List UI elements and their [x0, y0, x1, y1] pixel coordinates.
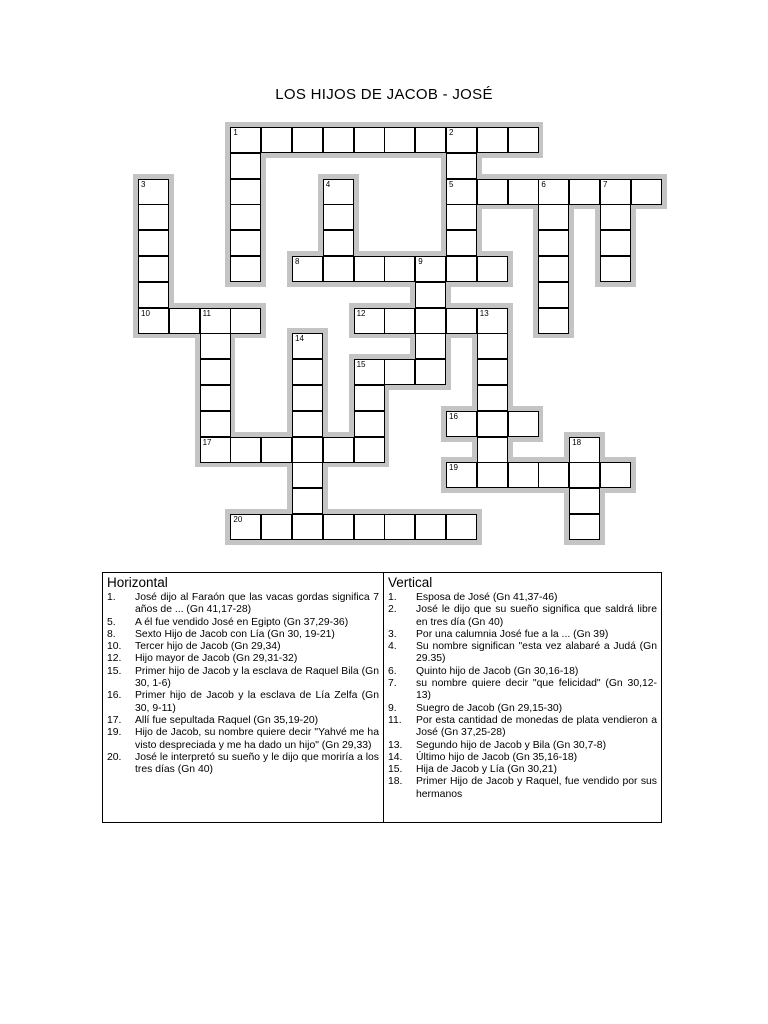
- crossword-cell[interactable]: [261, 437, 292, 463]
- clue-text: Primer hijo de Jacob y la esclava de Raquel Bila (Gn 30, 1-6): [135, 665, 379, 690]
- crossword-cell[interactable]: [446, 153, 477, 179]
- cell-number: 13: [479, 308, 489, 318]
- crossword-cell[interactable]: [323, 514, 354, 540]
- cell-number: 5: [449, 179, 454, 189]
- crossword-cell[interactable]: [292, 488, 323, 514]
- crossword-cell[interactable]: [323, 230, 354, 256]
- clue-text: Segundo hijo de Jacob y Bila (Gn 30,7-8): [416, 739, 607, 751]
- crossword-cell[interactable]: [446, 308, 477, 334]
- clue-number: 2.: [388, 604, 397, 616]
- clue-number: 12.: [107, 653, 122, 665]
- vertical-heading: Vertical: [388, 575, 433, 590]
- clue-row: [388, 678, 657, 703]
- vertical-clue-list: [388, 592, 657, 801]
- clue-row: [107, 617, 379, 629]
- clue-text: Hijo mayor de Jacob (Gn 29,31-32): [135, 653, 298, 665]
- cell-number: 20: [233, 515, 243, 524]
- clue-number: 15.: [107, 665, 122, 677]
- clues-table: [102, 572, 662, 823]
- cell-number: 7: [603, 179, 608, 189]
- crossword-cell[interactable]: [477, 179, 508, 205]
- crossword-cell[interactable]: [354, 514, 385, 540]
- crossword-cell[interactable]: [323, 179, 354, 205]
- crossword-cell[interactable]: [230, 256, 261, 282]
- cell-number: 18: [572, 437, 582, 447]
- clue-number: 1.: [107, 592, 116, 603]
- crossword-cell[interactable]: [354, 385, 385, 411]
- clue-row: [107, 592, 379, 617]
- crossword-cell[interactable]: [323, 204, 354, 230]
- crossword-cell[interactable]: [200, 437, 231, 463]
- clue-row: [107, 715, 379, 727]
- horizontal-heading: Horizontal: [107, 575, 168, 590]
- crossword-cell[interactable]: [354, 359, 385, 385]
- crossword-cell[interactable]: [569, 514, 600, 540]
- clue-number: 20.: [107, 751, 122, 763]
- clue-text: Allí fue sepultada Raquel (Gn 35,19-20): [135, 714, 319, 726]
- crossword-cell[interactable]: [230, 308, 261, 334]
- crossword-cell[interactable]: [292, 256, 323, 282]
- clue-row: [388, 764, 657, 776]
- clue-text: Esposa de José (Gn 41,37-46): [416, 592, 558, 603]
- clue-row: [388, 629, 657, 641]
- crossword-cell[interactable]: [538, 204, 569, 230]
- clue-number: 9.: [388, 702, 397, 714]
- crossword-cell[interactable]: [631, 179, 662, 205]
- crossword-cell[interactable]: [538, 308, 569, 334]
- crossword-cell[interactable]: [446, 204, 477, 230]
- crossword-cell[interactable]: [538, 179, 569, 205]
- clue-text: Primer hijo de Jacob y la esclava de Lía Zelfa (Gn 30, 9-11): [135, 690, 379, 714]
- crossword-cell[interactable]: [569, 488, 600, 514]
- crossword-cell[interactable]: [569, 179, 600, 205]
- crossword-cell[interactable]: [415, 333, 446, 359]
- clue-number: 11.: [388, 714, 402, 726]
- clue-text: José le dijo que su sueño significa que saldrá libre en tres día (Gn 40): [416, 604, 657, 628]
- clue-number: 19.: [107, 727, 122, 739]
- crossword-cell[interactable]: [292, 437, 323, 463]
- horizontal-clue-list: [107, 592, 379, 776]
- clue-row: [107, 653, 379, 665]
- clue-text: su nombre quiere decir "que felicidad" (Gn 30,12-13): [416, 678, 657, 702]
- crossword-cell[interactable]: [415, 308, 446, 334]
- crossword-cell[interactable]: [354, 127, 385, 153]
- crossword-cell[interactable]: [292, 127, 323, 153]
- clue-number: 14.: [388, 751, 403, 763]
- clue-number: 6.: [388, 665, 397, 677]
- crossword-cell[interactable]: [446, 230, 477, 256]
- crossword-cell[interactable]: [446, 127, 477, 153]
- cell-number: 1: [233, 128, 238, 137]
- crossword-cell[interactable]: [477, 385, 508, 411]
- crossword-cell[interactable]: [477, 359, 508, 385]
- crossword-cell[interactable]: [600, 179, 631, 205]
- crossword-cell[interactable]: [292, 385, 323, 411]
- crossword-cell[interactable]: [354, 411, 385, 437]
- clue-row: [388, 604, 657, 629]
- crossword-cell[interactable]: [477, 127, 508, 153]
- crossword-cell[interactable]: [477, 437, 508, 463]
- cell-number: 16: [449, 411, 458, 421]
- clue-row: [388, 641, 657, 666]
- horizontal-clues: [103, 573, 384, 822]
- clue-row: [388, 666, 657, 678]
- crossword-cell[interactable]: [600, 204, 631, 230]
- crossword-cell[interactable]: [538, 282, 569, 308]
- crossword-cell[interactable]: [138, 308, 169, 334]
- crossword-cell[interactable]: [508, 179, 539, 205]
- clue-text: Quinto hijo de Jacob (Gn 30,16-18): [416, 665, 579, 677]
- cell-number: 3: [141, 179, 146, 189]
- clue-number: 8.: [107, 628, 116, 640]
- crossword-cell[interactable]: [384, 514, 415, 540]
- crossword-cell[interactable]: [230, 230, 261, 256]
- crossword-cell[interactable]: [600, 462, 631, 488]
- crossword-cell[interactable]: [200, 308, 231, 334]
- cell-number: 6: [541, 179, 546, 189]
- crossword-cell[interactable]: [538, 256, 569, 282]
- cell-number: 2: [449, 128, 454, 137]
- cell-number: 12: [356, 308, 366, 318]
- crossword-cell[interactable]: [200, 333, 231, 359]
- clue-number: 10.: [107, 641, 122, 653]
- clue-text: Suegro de Jacob (Gn 29,15-30): [416, 702, 563, 714]
- clue-row: [107, 641, 379, 653]
- clue-row: [107, 629, 379, 641]
- crossword-cell[interactable]: [230, 204, 261, 230]
- crossword-cell[interactable]: [384, 127, 415, 153]
- crossword-cell[interactable]: [415, 514, 446, 540]
- crossword-cell[interactable]: [446, 462, 477, 488]
- clue-row: [107, 752, 379, 777]
- crossword-cell[interactable]: [292, 462, 323, 488]
- clue-row: [388, 703, 657, 715]
- clue-number: 4.: [388, 641, 397, 653]
- crossword-cell[interactable]: [477, 308, 508, 334]
- cell-number: 8: [295, 257, 300, 266]
- clue-row: [388, 752, 657, 764]
- clue-text: Hija de Jacob y Lía (Gn 30,21): [416, 764, 557, 776]
- cell-number: 19: [449, 463, 458, 473]
- crossword-cell[interactable]: [354, 308, 385, 334]
- clue-number: 1.: [388, 592, 397, 603]
- crossword-cell[interactable]: [600, 256, 631, 282]
- crossword-cell[interactable]: [323, 127, 354, 153]
- crossword-cell[interactable]: [446, 514, 477, 540]
- crossword-cell[interactable]: [477, 462, 508, 488]
- crossword-cell[interactable]: [600, 230, 631, 256]
- clue-text: Sexto Hijo de Jacob con Lía (Gn 30, 19-21): [135, 628, 335, 640]
- crossword-cell[interactable]: [323, 256, 354, 282]
- clue-text: José le interpretó su sueño y le dijo que moriría a los tres días (Gn 40): [135, 751, 379, 776]
- crossword-cell[interactable]: [138, 256, 169, 282]
- crossword-cell[interactable]: [354, 437, 385, 463]
- crossword-cell[interactable]: [384, 256, 415, 282]
- clue-row: [107, 727, 379, 752]
- clue-number: 3.: [388, 628, 397, 640]
- crossword-cell[interactable]: [569, 462, 600, 488]
- crossword-cell[interactable]: [230, 514, 261, 540]
- clue-number: 16.: [107, 690, 122, 702]
- clue-text: Primer Hijo de Jacob y Raquel, fue vendido por sus hermanos: [416, 776, 657, 800]
- crossword-cell[interactable]: [200, 359, 231, 385]
- crossword-cell[interactable]: [415, 256, 446, 282]
- clue-number: 13.: [388, 739, 403, 751]
- crossword-cell[interactable]: [415, 359, 446, 385]
- crossword-cell[interactable]: [292, 514, 323, 540]
- crossword-cell[interactable]: [292, 359, 323, 385]
- crossword-cell[interactable]: [384, 308, 415, 334]
- cell-number: 9: [418, 257, 423, 266]
- clue-text: Tercer hijo de Jacob (Gn 29,34): [135, 641, 281, 653]
- crossword-cell[interactable]: [446, 256, 477, 282]
- cell-number: 15: [356, 360, 366, 370]
- crossword-cell[interactable]: [230, 127, 261, 153]
- crossword-cell[interactable]: [446, 411, 477, 437]
- crossword-cell[interactable]: [508, 411, 539, 437]
- crossword-cell[interactable]: [138, 204, 169, 230]
- clue-text: A él fue vendido José en Egipto (Gn 37,29-36): [135, 616, 349, 628]
- crossword-cell[interactable]: [415, 282, 446, 308]
- clue-row: [388, 592, 657, 604]
- crossword-cell[interactable]: [292, 333, 323, 359]
- crossword-cell[interactable]: [292, 411, 323, 437]
- cell-number: 14: [295, 334, 304, 344]
- clue-row: [107, 666, 379, 691]
- crossword-cell[interactable]: [200, 411, 231, 437]
- crossword-cell[interactable]: [415, 127, 446, 153]
- crossword-cell[interactable]: [230, 179, 261, 205]
- crossword-cell[interactable]: [477, 411, 508, 437]
- crossword-cell[interactable]: [538, 462, 569, 488]
- clue-number: 17.: [107, 714, 122, 726]
- crossword-cell[interactable]: [261, 127, 292, 153]
- clue-number: 18.: [388, 776, 403, 788]
- crossword-cell[interactable]: [138, 179, 169, 205]
- page-title: LOS HIJOS DE JACOB - JOSÉ: [275, 86, 493, 103]
- clue-row: [388, 776, 657, 801]
- crossword-cell[interactable]: [230, 153, 261, 179]
- cell-number: 10: [141, 308, 150, 318]
- crossword-cell[interactable]: [138, 230, 169, 256]
- clue-text: Por esta cantidad de monedas de plata vendieron a José (Gn 37,25-28): [416, 714, 657, 739]
- crossword-cell[interactable]: [508, 462, 539, 488]
- crossword-cell[interactable]: [569, 437, 600, 463]
- crossword-cell[interactable]: [538, 230, 569, 256]
- clue-text: Último hijo de Jacob (Gn 35,16-18): [416, 751, 578, 763]
- crossword-cell[interactable]: [508, 127, 539, 153]
- clue-number: 5.: [107, 616, 116, 628]
- clue-text: Por una calumnia José fue a la ... (Gn 39): [416, 628, 609, 640]
- clue-text: Su nombre significan "esta vez alabaré a Judá (Gn 29.35): [416, 641, 657, 665]
- clue-row: [107, 690, 379, 715]
- vertical-clues: [384, 573, 661, 822]
- clue-number: 15.: [388, 764, 403, 776]
- clue-text: Hijo de Jacob, su nombre quiere decir "Yahvé me ha visto despreciada y me ha dado un hijo" (Gn 29,33): [135, 727, 379, 751]
- crossword-cell[interactable]: [200, 385, 231, 411]
- crossword-cell[interactable]: [169, 308, 200, 334]
- crossword-cell[interactable]: [384, 359, 415, 385]
- clue-row: [388, 740, 657, 752]
- cell-number: 11: [202, 308, 211, 318]
- crossword-cell[interactable]: [477, 333, 508, 359]
- crossword-cell[interactable]: [477, 256, 508, 282]
- crossword-cell[interactable]: [323, 437, 354, 463]
- crossword-cell[interactable]: [138, 282, 169, 308]
- crossword-cell[interactable]: [261, 514, 292, 540]
- crossword-cell[interactable]: [446, 179, 477, 205]
- clue-number: 7.: [388, 678, 397, 690]
- clue-row: [388, 715, 657, 740]
- crossword-cell[interactable]: [354, 256, 385, 282]
- cell-number: 4: [325, 179, 331, 189]
- clue-text: José dijo al Faraón que las vacas gordas significa 7 años de ... (Gn 41,17-28): [135, 592, 379, 616]
- crossword-cell[interactable]: [230, 437, 261, 463]
- cell-number: 17: [202, 437, 212, 447]
